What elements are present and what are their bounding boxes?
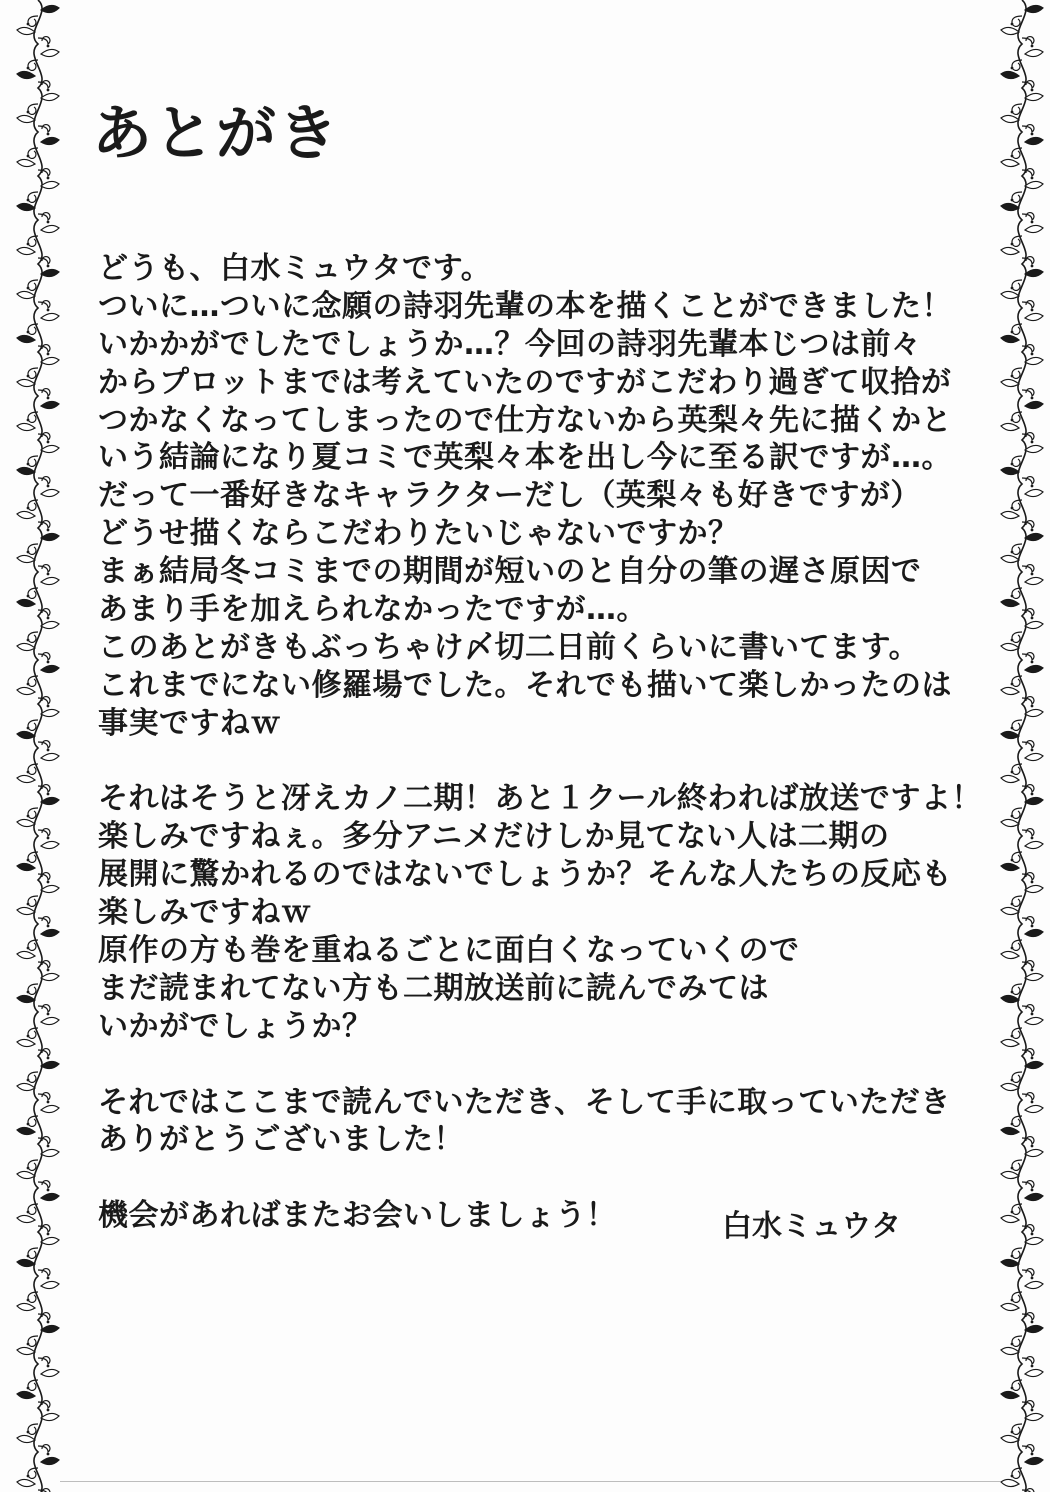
afterword-body	[98, 250, 998, 1235]
text-line: いう結論になり夏コミで英梨々本を出し今に至る訳ですが…。	[98, 440, 952, 476]
text-line: だって一番好きなキャラクターだし（英梨々も好きですが）	[98, 478, 921, 514]
text-line: まだ読まれてない方も二期放送前に読んでみては	[98, 970, 769, 1006]
text-line: ついに…ついに念願の詩羽先輩の本を描くことができました！	[98, 288, 952, 324]
text-line: 楽しみですねｗ	[98, 895, 312, 931]
text-line: あまり手を加えられなかったですが…。	[98, 592, 647, 628]
text-line: つかなくなってしまったので仕方ないから英梨々先に描くかと	[98, 402, 952, 438]
page-bottom-edge	[60, 1481, 1000, 1482]
text-line: どうせ描くならこだわりたいじゃないですか？	[98, 516, 739, 552]
text-line: 事実ですねｗ	[98, 705, 281, 741]
floral-vine-border-left-icon	[14, 0, 62, 1492]
text-line: 展開に驚かれるのではないでしょうか？そんな人たちの反応も	[98, 857, 952, 893]
text-line: いかかがでしたでしょうか…？今回の詩羽先輩本じつは前々	[98, 326, 922, 362]
text-line: これまでにない修羅場でした。それでも描いて楽しかったのは	[98, 667, 952, 703]
text-line: ありがとうございました！	[98, 1122, 464, 1158]
text-line: それではここまで読んでいただき、そして手に取っていただき	[98, 1084, 951, 1120]
text-line: 原作の方も巻を重ねるごとに面白くなっていくので	[98, 933, 800, 969]
text-line: いかがでしょうか？	[98, 1008, 373, 1044]
text-line: まぁ結局冬コミまでの期間が短いのと自分の筆の遅さ原因で	[98, 554, 922, 590]
floral-vine-border-right-icon	[998, 0, 1046, 1492]
page-title: あとがき	[92, 99, 340, 169]
paragraph-gap	[98, 1046, 998, 1084]
paragraph-gap	[98, 1159, 998, 1197]
text-line: からプロットまでは考えていたのですがこだわり過ぎて収拾が	[98, 364, 952, 400]
text-line: このあとがきもぶっちゃけ〆切二日前くらいに書いてます。	[98, 629, 920, 665]
text-line: それはそうと冴えカノ二期！あと１クール終われば放送ですよ！	[98, 781, 982, 817]
paragraph-gap	[98, 743, 998, 781]
text-line: どうも、白水ミュウタです。	[98, 251, 492, 286]
text-line: 機会があればまたお会いしましょう！	[98, 1198, 617, 1234]
author-signature: 白水ミュウタ	[722, 1209, 902, 1244]
text-line: 楽しみですねぇ。多分アニメだけしか見てない人は二期の	[98, 819, 890, 855]
